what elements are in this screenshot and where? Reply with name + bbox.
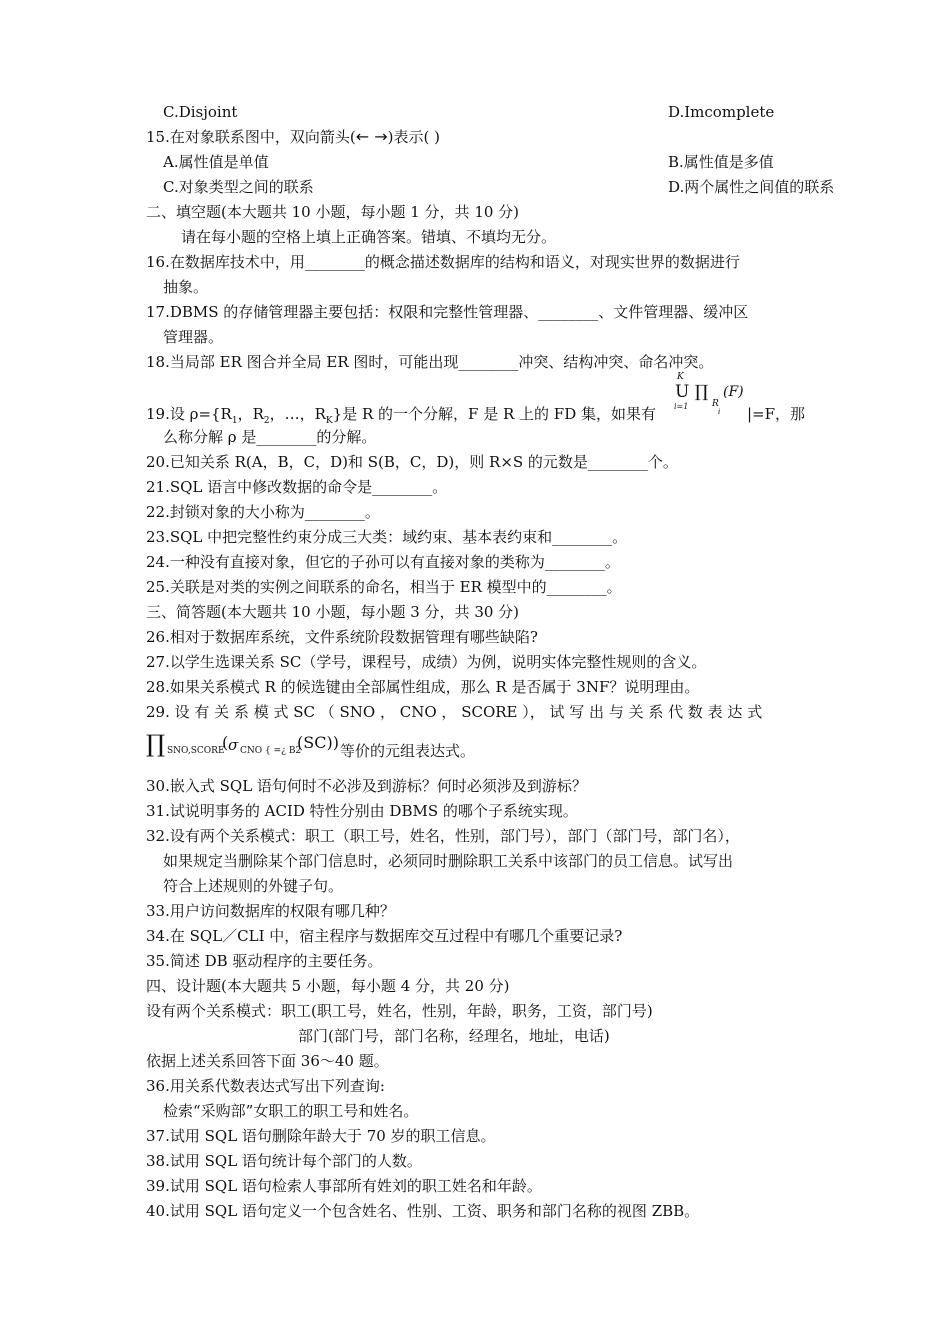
schema-employee: 设有两个关系模式：职工(职工号，姓名，性别，年龄，职务，工资，部门号) (146, 1002, 653, 1020)
q16-line-2: 抽象。 (163, 278, 209, 296)
q22: 22.封锁对象的大小称为________。 (146, 503, 380, 521)
q19-line-2: 么称分解 ρ 是________的分解。 (163, 428, 377, 446)
q33: 33.用户访问数据库的权限有哪几种？ (146, 902, 395, 920)
q34: 34.在 SQL／CLI 中，宿主程序与数据库交互过程中有哪几个重要记录? (146, 927, 623, 945)
q19-line-1: 19.设 $\rho=\{R_1$，$R_2$，…，$R_K$}是 R 的一个分解，F 是 R 上的 FD 集，如果有 (146, 405, 657, 426)
q16-line-1: 16.在数据库技术中，用________的概念描述数据库的结构和语义，对现实世界的数据进行 (146, 253, 740, 271)
double-arrow-icon: ← → (355, 127, 388, 146)
q24: 24.一种没有直接对象，但它的子孙可以有直接对象的类称为________。 (146, 553, 620, 571)
q38: 38.试用 SQL 语句统计每个部门的人数。 (146, 1152, 422, 1170)
q32-line-2: 如果规定当删除某个部门信息时，必须同时删除职工关系中该部门的员工信息。试写出 (163, 852, 734, 870)
q15-option-b: B.属性值是多值 (668, 153, 774, 171)
q25: 25.关联是对类的实例之间联系的命名，相当于 ER 模型中的________。 (146, 578, 622, 596)
q15-stem: 15.在对象联系图中，双向箭头(← →)表示( ) (146, 127, 440, 146)
q27: 27.以学生选课关系 SC（学号，课程号，成绩）为例，说明实体完整性规则的含义。 (146, 653, 707, 671)
q19-line-1-tail: |=F，那 (747, 405, 806, 423)
q14-option-c: C.Disjoint (163, 103, 238, 121)
q15-option-d: D.两个属性之间值的联系 (668, 178, 835, 196)
q15-option-a: A.属性值是单值 (163, 153, 269, 171)
q15-options-row-2 (163, 177, 835, 197)
section-2-instruction: 请在每小题的空格上填上正确答案。错填、不填均无分。 (181, 228, 557, 246)
q14-options-row (163, 102, 823, 122)
q29-formula-line: ∏ SNO,SCORE ( σ CNO { =¿ B2 (SC)) 等价的元组表达式。 (146, 730, 476, 760)
q39: 39.试用 SQL 语句检索人事部所有姓刘的职工姓名和年龄。 (146, 1177, 542, 1195)
q30: 30.嵌入式 SQL 语句何时不必涉及到游标？何时必须涉及到游标？ (146, 777, 587, 795)
q28: 28.如果关系模式 R 的候选键由全部属性组成，那么 R 是否属于 3NF？说明理由。 (146, 678, 700, 696)
q35: 35.简述 DB 驱动程序的主要任务。 (146, 952, 383, 970)
q17-line-2: 管理器。 (163, 328, 224, 346)
section-3-heading: 三、简答题(本大题共 10 小题，每小题 3 分，共 30 分) (146, 603, 520, 621)
q14-option-d: D.Imcomplete (668, 103, 775, 121)
q32-line-3: 符合上述规则的外键子句。 (163, 877, 344, 895)
q15-options-row-1 (163, 152, 823, 172)
q29-line-1: 29. 设 有 关 系 模 式 SC （ SNO ， CNO ， SCORE ）， 试 写 出 与 关 系 代 数 表 达 式 (146, 703, 763, 721)
q31: 31.试说明事务的 ACID 特性分别由 DBMS 的哪个子系统实现。 (146, 802, 578, 820)
q21: 21.SQL 语言中修改数据的命令是________。 (146, 478, 448, 496)
q15-option-c: C.对象类型之间的联系 (163, 178, 314, 196)
q40: 40.试用 SQL 语句定义一个包含姓名、性别、工资、职务和部门名称的视图 ZBB。 (146, 1202, 700, 1220)
q36-line-2: 检索“采购部”女职工的职工号和姓名。 (163, 1102, 419, 1120)
section-4-intro: 依据上述关系回答下面 36～40 题。 (146, 1052, 389, 1070)
section-2-heading: 二、填空题(本大题共 10 小题，每小题 1 分，共 10 分) (146, 203, 520, 221)
schema-department: 部门(部门号，部门名称，经理名，地址，电话) (298, 1027, 610, 1045)
q19-formula: K U ∏ i=1 R i (F) (674, 372, 744, 416)
q36-line-1: 36.用关系代数表达式写出下列查询: (146, 1077, 385, 1095)
q18: 18.当局部 ER 图合并全局 ER 图时，可能出现________冲突、结构冲突、命名冲突。 (146, 353, 714, 371)
q26: 26.相对于数据库系统，文件系统阶段数据管理有哪些缺陷? (146, 628, 538, 646)
q20: 20.已知关系 R(A，B，C，D)和 S(B，C，D)，则 R×S 的元数是________个。 (146, 453, 678, 471)
q37: 37.试用 SQL 语句删除年龄大于 70 岁的职工信息。 (146, 1127, 496, 1145)
pi-symbol: ∏ (146, 730, 166, 758)
q23: 23.SQL 中把完整性约束分成三大类：域约束、基本表约束和________。 (146, 528, 628, 546)
q17-line-1: 17.DBMS 的存储管理器主要包括：权限和完整性管理器、________、文件管理器、缓冲区 (146, 303, 749, 321)
q32-line-1: 32.设有两个关系模式：职工（职工号，姓名，性别，部门号），部门（部门号，部门名）， (146, 827, 740, 845)
section-4-heading: 四、设计题(本大题共 5 小题，每小题 4 分，共 20 分) (146, 977, 510, 995)
